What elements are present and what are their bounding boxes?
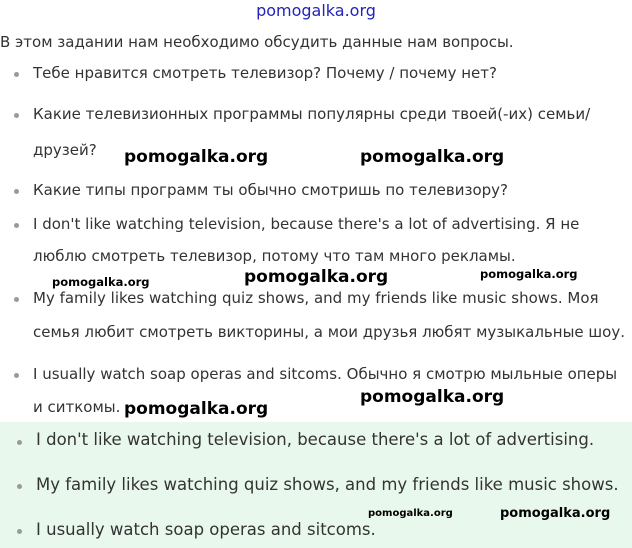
intro-text: В этом задании нам необходимо обсудить данные нам вопросы. bbox=[0, 33, 514, 51]
watermark: pomogalka.org bbox=[244, 267, 389, 287]
answer-bullet-2 bbox=[17, 484, 22, 489]
answer-bullet-3 bbox=[17, 529, 22, 534]
answers-block bbox=[0, 422, 632, 548]
answer-1-line-2: люблю смотреть телевизор, потому что там много рекламы. bbox=[33, 247, 516, 265]
watermark: pomogalka.org bbox=[52, 275, 150, 289]
answer-2-line-1: My family likes watching quiz shows, and my friends like music shows. Моя bbox=[33, 289, 599, 307]
bullet-4 bbox=[14, 223, 19, 228]
bullet-1 bbox=[14, 72, 19, 77]
watermark: pomogalka.org bbox=[500, 506, 611, 521]
watermark: pomogalka.org bbox=[360, 147, 505, 167]
watermark: pomogalka.org bbox=[124, 147, 269, 167]
question-2-line-2: друзей? bbox=[33, 141, 97, 159]
answer-2-line-2: семья любит смотреть викторины, а мои друзья любят музыкальные шоу. bbox=[33, 323, 625, 341]
bullet-2 bbox=[14, 113, 19, 118]
bullet-3 bbox=[14, 189, 19, 194]
watermark: pomogalka.org bbox=[360, 387, 505, 407]
bullet-6 bbox=[14, 373, 19, 378]
answer-1-line-1: I don't like watching television, because there's a lot of advertising. Я не bbox=[33, 215, 580, 233]
watermark: pomogalka.org bbox=[480, 267, 578, 281]
question-1: Тебе нравится смотреть телевизор? Почему / почему нет? bbox=[33, 64, 497, 82]
question-2-line-1: Какие телевизионных программы популярны среди твоей(-их) семьи/ bbox=[33, 105, 591, 123]
answer-line-3: I usually watch soap operas and sitcoms. bbox=[36, 520, 376, 539]
answer-3-line-2: и ситкомы. bbox=[33, 398, 121, 416]
watermark: pomogalka.org bbox=[368, 508, 453, 519]
answer-bullet-1 bbox=[17, 440, 22, 445]
answer-line-2: My family likes watching quiz shows, and my friends like music shows. bbox=[36, 475, 619, 494]
header-watermark[interactable]: pomogalka.org bbox=[256, 1, 376, 20]
bullet-5 bbox=[14, 297, 19, 302]
answer-line-1: I don't like watching television, because there's a lot of advertising. bbox=[36, 430, 595, 449]
question-3: Какие типы программ ты обычно смотришь по телевизору? bbox=[33, 181, 509, 199]
answer-3-line-1: I usually watch soap operas and sitcoms. Обычно я смотрю мыльные оперы bbox=[33, 365, 618, 383]
watermark: pomogalka.org bbox=[124, 399, 269, 419]
